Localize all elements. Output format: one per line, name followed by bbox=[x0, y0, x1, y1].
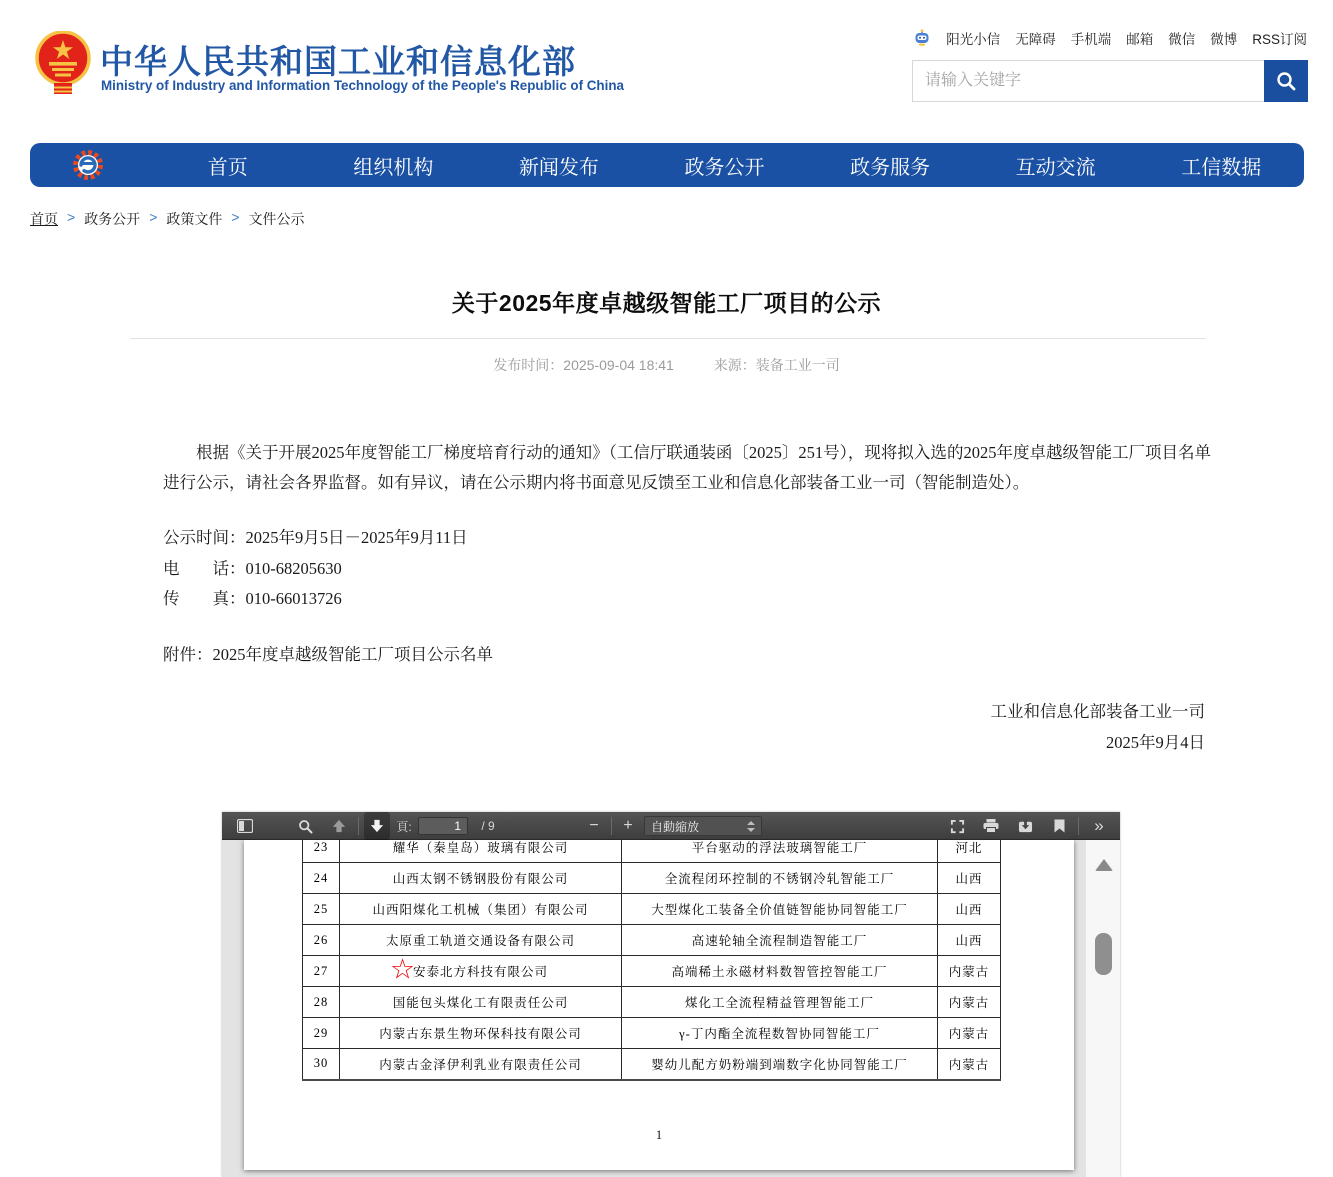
chatbot-robot-icon[interactable] bbox=[913, 29, 931, 47]
quick-link-wechat[interactable]: 微信 bbox=[1168, 32, 1196, 47]
breadcrumb bbox=[30, 209, 305, 229]
company-name: 安泰北方科技有限公司 bbox=[412, 965, 548, 979]
site-subtitle: Ministry of Industry and Information Technology of the People's Republic of China bbox=[101, 78, 624, 93]
project-cell: 高速轮轴全流程制造智能工厂 bbox=[622, 925, 938, 956]
row-number: 26 bbox=[303, 925, 340, 956]
table-row bbox=[303, 863, 1001, 894]
red-star-annotation-icon: ☆ bbox=[390, 952, 416, 986]
company-cell: 国能包头煤化工有限责任公司 bbox=[340, 987, 622, 1018]
page-count: / 9 bbox=[481, 819, 495, 833]
next-page-button[interactable] bbox=[364, 812, 390, 840]
nav-item-data[interactable]: 工信数据 bbox=[1181, 156, 1262, 179]
search-bar bbox=[912, 60, 1308, 102]
quick-link-mail[interactable]: 邮箱 bbox=[1126, 32, 1154, 47]
province-cell: 河北 bbox=[938, 840, 1001, 863]
province-cell: 山西 bbox=[938, 925, 1001, 956]
page-number-input[interactable] bbox=[418, 817, 468, 835]
pdf-page-number: 1 bbox=[655, 1128, 663, 1142]
sidebar-toggle-icon bbox=[237, 819, 253, 833]
pdf-scrollbar-track[interactable] bbox=[1085, 840, 1120, 1177]
search-button[interactable] bbox=[1264, 60, 1308, 102]
arrow-up-icon bbox=[332, 819, 346, 833]
article-paragraph: 根据《关于开展2025年度智能工厂梯度培育行动的通知》（工信厅联通装函〔2025〕251号），现将拟入选的2025年度卓越级智能工厂项目名单进行公示，请社会各界监督。如有异议，请在公示期内将书面意见反馈至工业和信息化部装备工业一司（智能制造处）。 bbox=[163, 443, 1211, 492]
quick-link-weibo[interactable]: 微博 bbox=[1210, 32, 1238, 47]
main-nav bbox=[30, 143, 1304, 187]
zoom-out-button[interactable]: − bbox=[589, 817, 599, 834]
quick-link-accessibility[interactable]: 无障碍 bbox=[1015, 32, 1056, 47]
breadcrumb-gov-disclosure[interactable]: 政务公开 bbox=[84, 211, 141, 227]
company-cell bbox=[340, 952, 622, 987]
quick-links bbox=[913, 28, 1307, 48]
article-meta bbox=[0, 355, 1333, 375]
breadcrumb-policy-files[interactable]: 政策文件 bbox=[166, 211, 223, 227]
province-cell: 山西 bbox=[938, 863, 1001, 894]
publish-time: 发布时间：2025-09-04 18:41 bbox=[493, 357, 674, 373]
download-icon bbox=[1018, 819, 1033, 833]
toolbar-divider bbox=[611, 817, 612, 835]
project-cell: 全流程闭环控制的不锈钢冷轧智能工厂 bbox=[622, 863, 938, 894]
table-row bbox=[303, 987, 1001, 1018]
miit-gear-logo-icon bbox=[30, 149, 145, 181]
row-number: 27 bbox=[303, 956, 340, 987]
company-cell: 太原重工轨道交通设备有限公司 bbox=[340, 925, 622, 956]
article-title: 关于2025年度卓越级智能工厂项目的公示 bbox=[451, 290, 882, 316]
printer-icon bbox=[983, 819, 999, 833]
zoom-mode-select[interactable] bbox=[644, 816, 762, 836]
search-icon bbox=[298, 819, 313, 834]
pdf-find-button[interactable] bbox=[292, 812, 318, 840]
quick-link-sunshine[interactable]: 阳光小信 bbox=[946, 32, 1001, 47]
table-row-starred bbox=[303, 956, 1001, 987]
pdf-body bbox=[222, 840, 1120, 1177]
company-cell: 山西太钢不锈钢股份有限公司 bbox=[340, 863, 622, 894]
arrow-down-icon bbox=[370, 819, 384, 833]
nav-item-organization[interactable]: 组织机构 bbox=[353, 156, 434, 179]
download-button[interactable] bbox=[1012, 812, 1038, 840]
nav-item-news[interactable]: 新闻发布 bbox=[518, 156, 599, 179]
table-row bbox=[303, 894, 1001, 925]
pdf-scrollbar-thumb[interactable] bbox=[1095, 933, 1112, 975]
previous-page-button[interactable] bbox=[326, 812, 352, 840]
pdf-page bbox=[244, 840, 1074, 1170]
page-label: 頁: bbox=[396, 819, 412, 834]
breadcrumb-separator: > bbox=[149, 209, 158, 225]
row-number: 29 bbox=[303, 1018, 340, 1049]
province-cell: 内蒙古 bbox=[938, 987, 1001, 1018]
table-row bbox=[303, 840, 1001, 863]
toolbar-divider bbox=[358, 817, 359, 835]
nav-item-gov-disclosure[interactable]: 政务公开 bbox=[684, 156, 765, 179]
company-cell: 内蒙古东景生物环保科技有限公司 bbox=[340, 1018, 622, 1049]
table-row bbox=[303, 1018, 1001, 1049]
presentation-mode-button[interactable] bbox=[944, 812, 970, 840]
breadcrumb-file-publicity[interactable]: 文件公示 bbox=[248, 211, 305, 227]
table-row bbox=[303, 1049, 1001, 1080]
select-spinner-icon bbox=[747, 821, 755, 832]
project-cell: 大型煤化工装备全价值链智能协同智能工厂 bbox=[622, 894, 938, 925]
company-cell: 山西阳煤化工机械（集团）有限公司 bbox=[340, 894, 622, 925]
company-cell: 内蒙古金泽伊利乳业有限责任公司 bbox=[340, 1049, 622, 1080]
row-number: 24 bbox=[303, 863, 340, 894]
pdf-toolbar bbox=[222, 812, 1120, 840]
table-row bbox=[303, 925, 1001, 956]
national-emblem-logo bbox=[34, 31, 92, 97]
row-number: 23 bbox=[303, 840, 340, 863]
project-cell: 煤化工全流程精益管理智能工厂 bbox=[622, 987, 938, 1018]
nav-item-home[interactable]: 首页 bbox=[207, 156, 248, 179]
project-cell: 婴幼儿配方奶粉端到端数字化协同智能工厂 bbox=[622, 1049, 938, 1080]
row-number: 28 bbox=[303, 987, 340, 1018]
row-number: 25 bbox=[303, 894, 340, 925]
title-divider bbox=[130, 338, 1206, 339]
province-cell: 山西 bbox=[938, 894, 1001, 925]
company-cell: 耀华（秦皇岛）玻璃有限公司 bbox=[340, 840, 622, 863]
quick-link-mobile[interactable]: 手机端 bbox=[1070, 32, 1112, 47]
bookmark-button[interactable] bbox=[1046, 812, 1072, 840]
project-cell: 平台驱动的浮法玻璃智能工厂 bbox=[622, 840, 938, 863]
project-cell: 高端稀土永磁材料数智管控智能工厂 bbox=[622, 956, 938, 987]
search-input[interactable] bbox=[913, 61, 1264, 101]
breadcrumb-home[interactable]: 首页 bbox=[30, 211, 58, 227]
quick-link-rss[interactable]: RSS订阅 bbox=[1252, 32, 1307, 47]
attachment-link[interactable]: 附件：2025年度卓越级智能工厂项目公示名单 bbox=[163, 645, 493, 664]
zoom-in-button[interactable]: + bbox=[623, 817, 633, 834]
breadcrumb-separator: > bbox=[67, 209, 76, 225]
zoom-mode-value: 自動縮放 bbox=[651, 819, 700, 834]
province-cell: 内蒙古 bbox=[938, 956, 1001, 987]
project-cell: γ-丁内酯全流程数智协同智能工厂 bbox=[622, 1018, 938, 1049]
search-icon bbox=[1275, 70, 1297, 92]
toolbar-divider bbox=[1078, 817, 1079, 835]
notice-period: 公示时间：2025年9月5日－2025年9月11日 bbox=[163, 528, 468, 547]
contact-fax: 传 真：010-66013726 bbox=[163, 589, 342, 608]
more-tools-button[interactable]: » bbox=[1094, 816, 1104, 835]
nav-item-interaction[interactable]: 互动交流 bbox=[1015, 156, 1096, 179]
breadcrumb-separator: > bbox=[231, 209, 240, 225]
province-cell: 内蒙古 bbox=[938, 1018, 1001, 1049]
smart-factory-table bbox=[302, 840, 1001, 1081]
sidebar-toggle-button[interactable] bbox=[232, 812, 258, 840]
print-button[interactable] bbox=[978, 812, 1004, 840]
contact-phone: 电 话：010-68205630 bbox=[163, 559, 342, 578]
article-source: 来源：装备工业一司 bbox=[713, 357, 840, 373]
bookmark-icon bbox=[1054, 819, 1065, 833]
row-number: 30 bbox=[303, 1049, 340, 1080]
province-cell: 内蒙古 bbox=[938, 1049, 1001, 1080]
signature-organization: 工业和信息化部装备工业一司 bbox=[990, 702, 1205, 721]
site-title: 中华人民共和国工业和信息化部 bbox=[100, 43, 576, 80]
fullscreen-icon bbox=[950, 819, 965, 834]
signature-date: 2025年9月4日 bbox=[1106, 733, 1205, 752]
pdf-viewer bbox=[222, 812, 1120, 1177]
nav-item-gov-service[interactable]: 政务服务 bbox=[850, 156, 931, 179]
scroll-up-arrow-icon[interactable] bbox=[1095, 859, 1113, 871]
